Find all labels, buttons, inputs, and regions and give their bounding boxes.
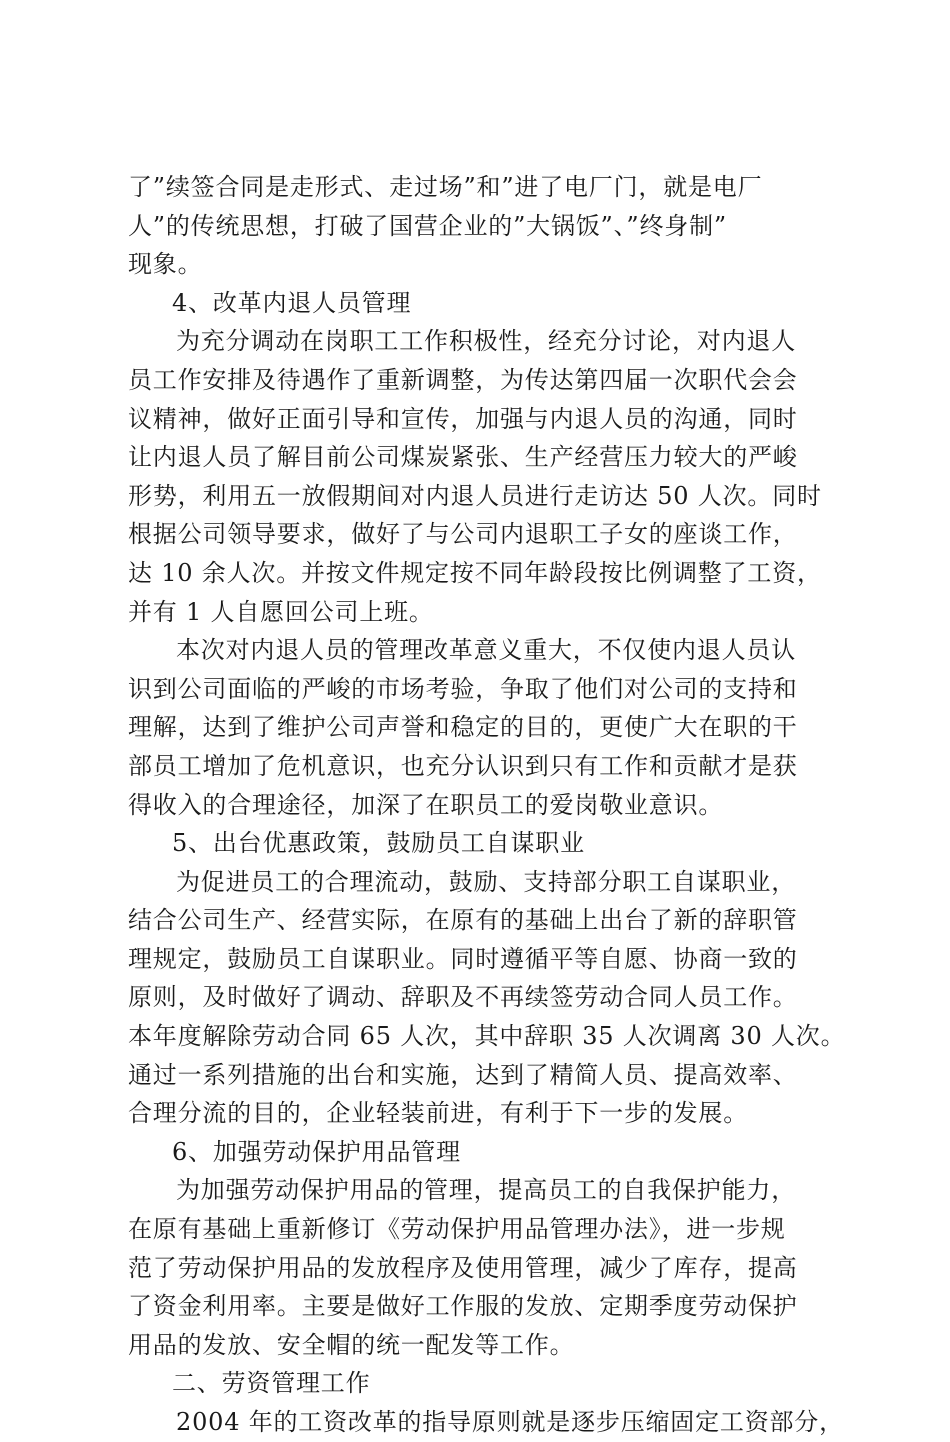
text-line: 本年度解除劳动合同 65 人次，其中辞职 35 人次调离 30 人次。: [128, 1022, 846, 1051]
text-line: 理规定，鼓励员工自谋职业。同时遵循平等自愿、协商一致的: [128, 944, 798, 973]
text-line: 合理分流的目的，企业轻装前进，有利于下一步的发展。: [128, 1099, 748, 1128]
text-line: 根据公司领导要求，做好了与公司内退职工子女的座谈工作，: [128, 520, 798, 549]
text-line: 识到公司面临的严峻的市场考验，争取了他们对公司的支持和: [128, 674, 798, 703]
text-line: 让内退人员了解目前公司煤炭紧张、生产经营压力较大的严峻: [128, 443, 798, 472]
text-line: 部员工增加了危机意识，也充分认识到只有工作和贡献才是获: [128, 751, 798, 780]
text-line: 通过一系列措施的出台和实施，达到了精简人员、提高效率、: [128, 1060, 798, 1089]
paragraph-first-line: 为充分调动在岗职工工作积极性，经充分讨论，对内退人: [176, 327, 796, 356]
document-body: [128, 168, 846, 1442]
text-line: 员工作安排及待遇作了重新调整，为传达第四届一次职代会会: [128, 365, 798, 394]
text-line: 达 10 余人次。并按文件规定按不同年龄段按比例调整了工资，: [128, 558, 822, 587]
text-line: 结合公司生产、经营实际，在原有的基础上出台了新的辞职管: [128, 906, 798, 935]
text-line: 了资金利用率。主要是做好工作服的发放、定期季度劳动保护: [128, 1292, 798, 1321]
text-line: 理解，达到了维护公司声誉和稳定的目的，更使广大在职的干: [128, 713, 798, 742]
paragraph-first-line: 为加强劳动保护用品的管理，提高员工的自我保护能力，: [176, 1176, 796, 1205]
paragraph-first-line: 2004 年的工资改革的指导原则就是逐步压缩固定工资部分，: [176, 1408, 844, 1436]
text-line: 得收入的合理途径，加深了在职员工的爱岗敬业意识。: [128, 790, 724, 819]
text-line: 议精神，做好正面引导和宣传，加强与内退人员的沟通，同时: [128, 404, 798, 433]
section-heading: 二、劳资管理工作: [172, 1369, 371, 1398]
text-line: 原则，及时做好了调动、辞职及不再续签劳动合同人员工作。: [128, 983, 798, 1012]
section-heading: 5、出台优惠政策，鼓励员工自谋职业: [172, 829, 585, 858]
text-line: 在原有基础上重新修订《劳动保护用品管理办法》，进一步规: [128, 1215, 786, 1244]
text-line: 形势，利用五一放假期间对内退人员进行走访达 50 人次。同时: [128, 481, 822, 510]
text-line: 范了劳动保护用品的发放程序及使用管理，减少了库存，提高: [128, 1253, 798, 1282]
section-heading: 4、改革内退人员管理: [172, 288, 412, 317]
text-line: 了”续签合同是走形式、走过场”和”进了电厂门，就是电厂: [128, 173, 763, 201]
paragraph-first-line: 本次对内退人员的管理改革意义重大，不仅使内退人员认: [176, 636, 796, 665]
paragraph-first-line: 为促进员工的合理流动，鼓励、支持部分职工自谋职业，: [176, 867, 796, 896]
section-heading: 6、加强劳动保护用品管理: [172, 1137, 461, 1166]
text-line: 用品的发放、安全帽的统一配发等工作。: [128, 1330, 575, 1359]
text-line: 人”的传统思想，打破了国营企业的”大锅饭”、”终身制”: [128, 211, 727, 240]
text-line: 并有 1 人自愿回公司上班。: [128, 597, 434, 626]
text-line: 现象。: [128, 250, 203, 279]
